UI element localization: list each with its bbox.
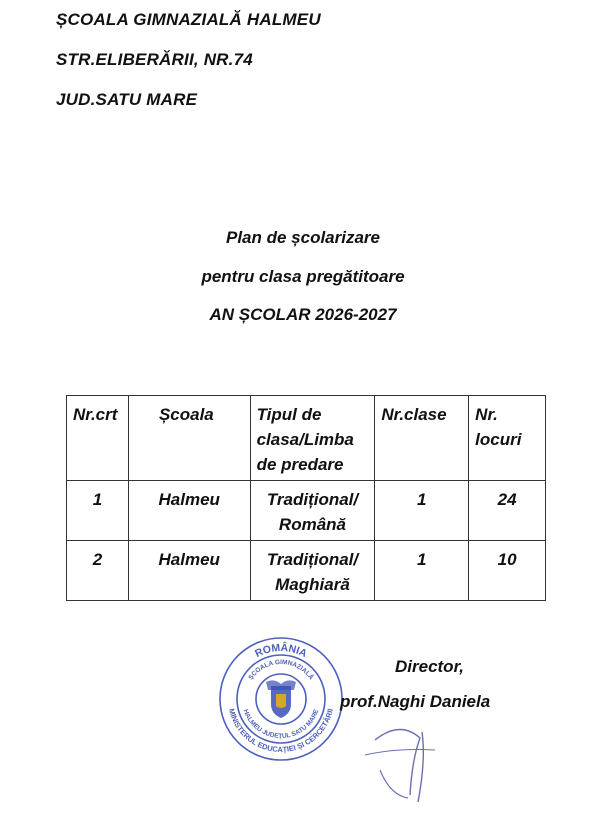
seal-top-text: ROMÂNIA	[253, 641, 309, 660]
school-seal-stamp	[216, 634, 346, 764]
cell-tipul: Tradițional/ Română	[250, 481, 375, 541]
school-county: JUD.SATU MARE	[56, 90, 198, 109]
director-name: prof.Naghi Daniela	[340, 692, 491, 711]
doc-title-line2: pentru clasa pregătitoare	[201, 267, 405, 286]
doc-title-line3: AN ȘCOLAR 2026-2027	[209, 305, 397, 324]
cell-nr: 1	[67, 481, 129, 541]
school-name: ȘCOALA GIMNAZIALĂ HALMEU	[56, 10, 321, 29]
handwritten-signature	[360, 700, 470, 810]
col-header-nr-locuri: Nr. locuri	[469, 396, 546, 481]
seal-ring-text: MINISTERUL EDUCAȚIEI ȘI CERCETĂRII	[226, 707, 335, 755]
doc-title-line1: Plan de școlarizare	[225, 228, 381, 247]
cell-locuri: 10	[469, 541, 546, 601]
col-header-nr-crt: Nr.crt	[67, 396, 129, 481]
table-row	[67, 481, 546, 541]
table-row	[67, 541, 546, 601]
col-header-tipul: Tipul de clasa/Limba de predare	[250, 396, 375, 481]
school-address: STR.ELIBERĂRII, NR.74	[56, 50, 253, 69]
cell-clase: 1	[375, 541, 469, 601]
cell-locuri: 24	[469, 481, 546, 541]
table-header-row	[67, 396, 546, 481]
cell-clase: 1	[375, 481, 469, 541]
enrollment-table	[66, 395, 546, 601]
svg-text:HALMEU JUDEȚUL SATU MARE: HALMEU JUDEȚUL SATU MARE	[241, 708, 321, 741]
seal-inner-text: ȘCOALA GIMNAZIALĂ	[247, 658, 315, 682]
col-header-nr-clase: Nr.clase	[375, 396, 469, 481]
col-header-scoala: Școala	[128, 396, 250, 481]
director-title: Director,	[395, 657, 464, 676]
coat-of-arms-icon	[266, 680, 296, 718]
cell-tipul: Tradițional/ Maghiară	[250, 541, 375, 601]
cell-nr: 2	[67, 541, 129, 601]
cell-scoala: Halmeu	[128, 541, 250, 601]
cell-scoala: Halmeu	[128, 481, 250, 541]
